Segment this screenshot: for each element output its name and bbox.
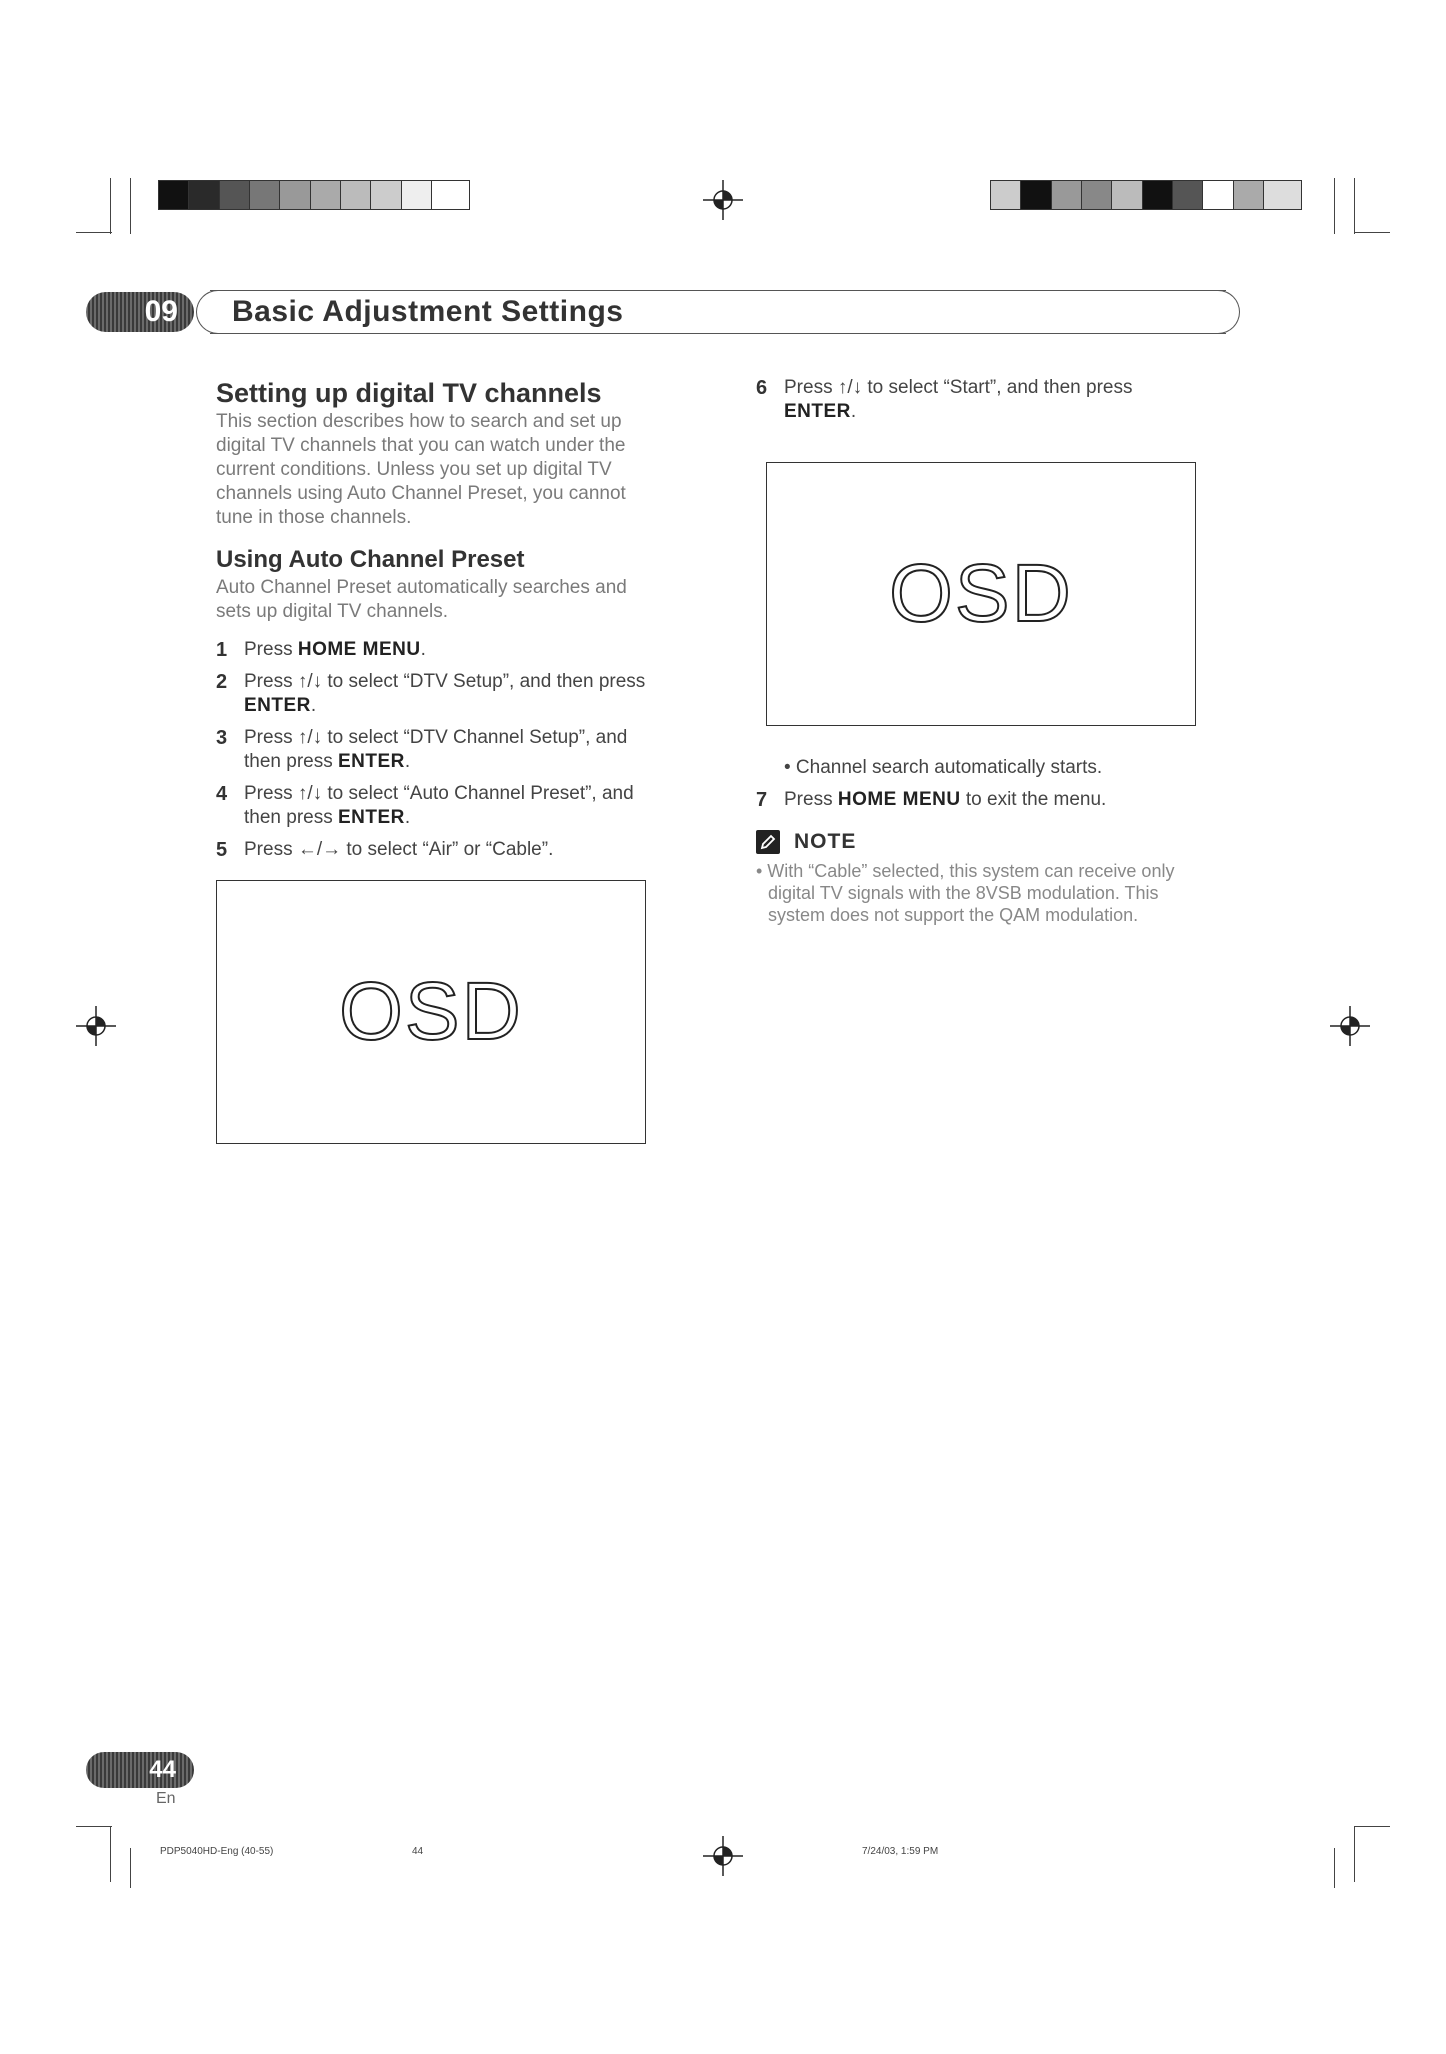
step-key: ENTER: [784, 401, 851, 422]
registration-mark-icon: [703, 1836, 743, 1876]
step-text-end: .: [310, 695, 317, 716]
step-number: 3: [216, 727, 228, 749]
note-heading: [756, 830, 1196, 854]
crop-mark: [1354, 1826, 1390, 1827]
footer-datetime: 7/24/03, 1:59 PM: [862, 1846, 939, 1857]
crop-mark: [1354, 178, 1355, 234]
step-text-end: .: [420, 639, 426, 660]
chapter-number-badge: 09: [86, 292, 194, 332]
crop-mark: [110, 1826, 111, 1882]
registration-mark-icon: [1330, 1006, 1370, 1046]
step-text: Press: [784, 789, 838, 810]
step-text-end: .: [850, 401, 857, 422]
page-number-badge: 44: [86, 1752, 194, 1788]
crop-mark: [130, 1848, 131, 1888]
crop-mark: [1334, 178, 1335, 234]
step-number: 4: [216, 783, 228, 805]
crop-mark: [76, 232, 112, 233]
step-key: ENTER: [338, 751, 405, 772]
step-text: Press ↑/↓ to select “Auto Channel Preset”, and then press: [244, 783, 634, 828]
language-label: En: [156, 1790, 176, 1807]
step-key: HOME MENU: [297, 639, 421, 660]
registration-mark-icon: [703, 180, 743, 220]
step-number: 2: [216, 671, 228, 693]
osd-label: OSD: [889, 548, 1073, 639]
crop-mark: [76, 1826, 112, 1827]
osd-screen-placeholder: [766, 462, 1196, 726]
step-3: [216, 726, 646, 774]
osd-screen-placeholder: [216, 880, 646, 1144]
osd-label: OSD: [339, 966, 523, 1057]
crop-mark: [110, 178, 111, 234]
step-number: 7: [756, 789, 768, 811]
step-key: HOME MENU: [837, 789, 961, 810]
gray-bar-strip: [158, 180, 470, 210]
crop-mark: [130, 178, 131, 234]
step-number: 6: [756, 377, 768, 399]
footer-file: PDP5040HD-Eng (40-55): [160, 1846, 274, 1857]
step-4: [216, 782, 646, 830]
step-text: Press ↑/↓ to select “DTV Channel Setup”, and then press: [244, 727, 628, 772]
section-title: Setting up digital TV channels: [216, 378, 602, 408]
registration-mark-icon: [76, 1006, 116, 1046]
chapter-title: Basic Adjustment Settings: [232, 295, 624, 328]
crop-mark: [1354, 232, 1390, 233]
note-label: NOTE: [794, 830, 857, 853]
step-5: [216, 838, 646, 862]
crop-mark: [1354, 1826, 1355, 1882]
step-7: [756, 788, 1196, 812]
subsection-body: Auto Channel Preset automatically searches and sets up digital TV channels.: [216, 577, 627, 622]
step-6: [756, 376, 1196, 424]
step-text: Press ↑/↓ to select “DTV Setup”, and then press: [244, 671, 646, 692]
step-text-end: to exit the menu.: [960, 789, 1107, 810]
step-text: Press: [244, 639, 298, 660]
step-1: [216, 638, 646, 662]
color-bar-strip: [990, 180, 1302, 210]
note-pencil-icon: [756, 830, 780, 854]
step-text-end: .: [404, 751, 411, 772]
note-text: • With “Cable” selected, this system can receive only digital TV signals with the 8VSB modulation. This system does not support the QAM modulation.: [756, 861, 1175, 925]
subsection-title: Using Auto Channel Preset: [216, 546, 525, 573]
right-column: [756, 376, 1196, 424]
section-body: This section describes how to search and set up digital TV channels that you can watch under the current conditions. Unless you set up digital TV channels using Auto Channel Preset, you cannot tune in those channels.: [216, 411, 626, 528]
right-column-lower: [756, 756, 1196, 926]
left-column: [216, 376, 646, 862]
step-text: Press ←/→ to select “Air” or “Cable”.: [244, 839, 554, 860]
step-text-end: .: [404, 807, 411, 828]
step-key: ENTER: [338, 807, 405, 828]
footer-page: 44: [412, 1846, 424, 1857]
crop-mark: [1334, 1848, 1335, 1888]
step-text: Press ↑/↓ to select “Start”, and then press: [784, 377, 1133, 398]
bullet-item: • Channel search automatically starts.: [784, 757, 1103, 778]
step-2: [216, 670, 646, 718]
step-number: 5: [216, 839, 228, 861]
step-key: ENTER: [244, 695, 311, 716]
step-number: 1: [216, 639, 228, 661]
